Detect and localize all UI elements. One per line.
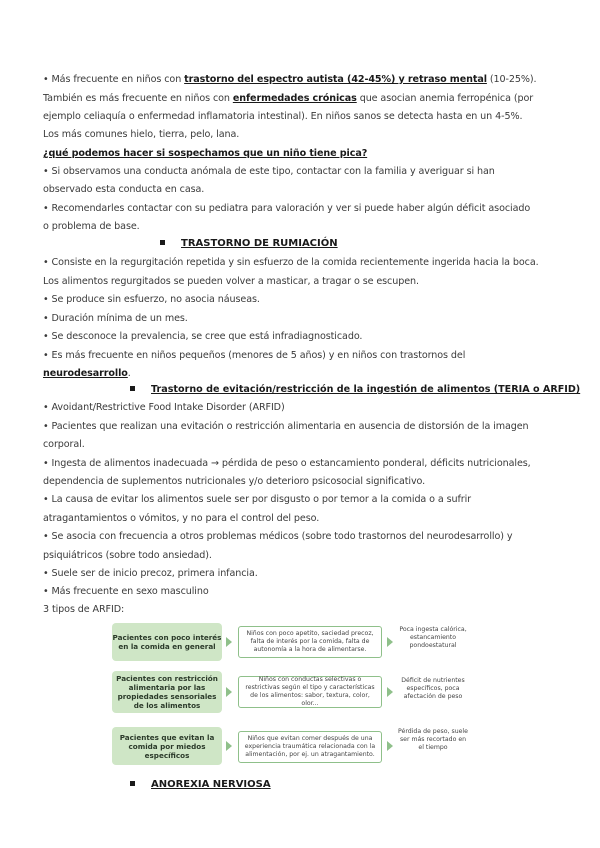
arrow-right-icon: [226, 637, 232, 647]
section-heading-arfid: [130, 384, 580, 395]
diagram-consequence-text: Pérdida de peso, suele ser más recortado en el tiempo: [398, 728, 468, 751]
text-line: corporal.: [43, 439, 85, 450]
square-bullet-icon: [130, 781, 135, 786]
text-line: • Consiste en la regurgitación repetida y sin esfuerzo de la comida recientemente ingerida hacia la boca.: [43, 257, 539, 268]
text-line: • Ingesta de alimentos inadecuada → pérdida de peso o estancamiento ponderal, déficits nutricionales,: [43, 458, 531, 469]
text-line: observado esta conducta en casa.: [43, 184, 205, 195]
text-segment: (10-25%).: [486, 74, 537, 85]
text-line: 3 tipos de ARFID:: [43, 604, 125, 615]
text-line: • Recomendarles contactar con su pediatra para valoración y ver si puede haber algún déficit asociado: [43, 203, 531, 214]
text-segment: • Más frecuente en niños con: [43, 74, 185, 85]
section-heading-rumiacion: [160, 238, 338, 249]
text-segment: También es más frecuente en niños con: [43, 93, 233, 104]
text-line: • Se desconoce la prevalencia, se cree que está infradiagnosticado.: [43, 331, 363, 342]
text-line: [43, 368, 558, 380]
diagram-description-box: Niños que evitan comer después de una experiencia traumática relacionada con la alimentación, por ej. un atragantamiento.: [238, 731, 382, 763]
diagram-consequence-text: Déficit de nutrientes específicos, poca afectación de peso: [401, 677, 465, 700]
text-line: dependencia de suplementos nutricionales y/o deterioro psicosocial significativo.: [43, 476, 426, 487]
arrow-right-icon: [387, 687, 393, 697]
text-line: psiquiátricos (sobre todo ansiedad).: [43, 550, 212, 561]
question-heading: ¿qué podemos hacer si sospechamos que un niño tiene pica?: [43, 148, 368, 159]
section-title: Trastorno de evitación/restricción de la ingestión de alimentos (TERIA o ARFID): [151, 384, 581, 395]
highlight-term: trastorno del espectro autista (42-45%) y retraso mental: [184, 74, 487, 85]
text-line: • Más frecuente en sexo masculino: [43, 586, 209, 597]
text-line: • Pacientes que realizan una evitación o restricción alimentaria en ausencia de distorsión de la imagen: [43, 421, 529, 432]
diagram-description-box: Niños con conductas selectivas o restrictivas según el tipo y características de los alimentos: sabor, textura, color, olor...: [238, 676, 382, 708]
text-line: • Si observamos una conducta anómala de este tipo, contactar con la familia y averiguar si han: [43, 166, 495, 177]
diagram-category-box: Pacientes con restricción alimentaria por las propiedades sensoriales de los alimentos: [112, 671, 222, 713]
text-line: • Se produce sin esfuerzo, no asocia náuseas.: [43, 294, 260, 305]
arrow-right-icon: [387, 741, 393, 751]
text-line: • Avoidant/Restrictive Food Intake Disorder (ARFID): [43, 402, 285, 413]
text-line: • Suele ser de inicio precoz, primera infancia.: [43, 568, 258, 579]
highlight-term: neurodesarrollo: [43, 368, 128, 379]
text-line: • La causa de evitar los alimentos suele ser por disgusto o por temor a la comida o a sufrir: [43, 494, 472, 505]
highlight-term: enfermedades crónicas: [232, 93, 357, 104]
arrow-right-icon: [387, 637, 393, 647]
text-line: • Duración mínima de un mes.: [43, 313, 188, 324]
text-line: Los más comunes hielo, tierra, pelo, lana.: [43, 129, 240, 140]
text-line: [43, 74, 558, 86]
text-line: o problema de base.: [43, 221, 140, 232]
diagram-category-box: Pacientes que evitan la comida por miedos específicos: [112, 727, 222, 765]
text-segment: que asocian anemia ferropénica (por: [356, 93, 534, 104]
text-segment: .: [127, 368, 131, 379]
text-line: ejemplo celiaquía o enfermedad inflamatoria intestinal). En niños sanos se detecta hasta en un 4-5%.: [43, 111, 523, 122]
diagram-consequence-text: Poca ingesta calórica, estancamiento pondoestatural: [399, 626, 467, 649]
section-title: ANOREXIA NERVIOSA: [151, 779, 271, 790]
square-bullet-icon: [160, 240, 165, 245]
square-bullet-icon: [130, 386, 135, 391]
text-line: • Es más frecuente en niños pequeños (menores de 5 años) y en niños con trastornos del: [43, 350, 466, 361]
text-line: [43, 93, 558, 105]
diagram-category-box: Pacientes con poco interés en la comida en general: [112, 623, 222, 661]
arrow-right-icon: [226, 687, 232, 697]
section-heading-anorexia: [130, 779, 271, 790]
section-title: TRASTORNO DE RUMIACIÓN: [181, 238, 338, 249]
text-line: • Se asocia con frecuencia a otros problemas médicos (sobre todo trastornos del neurodesarrollo) y: [43, 531, 513, 542]
text-line: Los alimentos regurgitados se pueden volver a masticar, a tragar o se escupen.: [43, 276, 419, 287]
text-line: atragantamientos o vómitos, y no para el control del peso.: [43, 513, 320, 524]
arrow-right-icon: [226, 741, 232, 751]
diagram-description-box: Niños con poco apetito, saciedad precoz, falta de interés por la comida, falta de autonomía a la hora de alimentarse.: [238, 626, 382, 658]
